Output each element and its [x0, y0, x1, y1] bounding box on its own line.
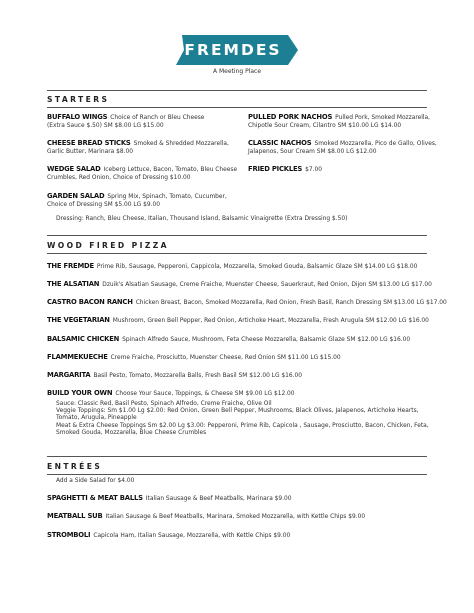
item-name: BUFFALO WINGS — [47, 113, 108, 121]
item-desc: Italian Sausage & Beef Meatballs, Marinara, Smoked Mozzarella, with Kettle Chips $9.00 — [105, 514, 366, 520]
item-name: BALSAMIC CHICKEN — [47, 335, 120, 343]
starter-item — [248, 165, 448, 174]
entree-item — [47, 512, 457, 521]
starters-top-rule — [47, 90, 427, 91]
item-desc: Garlic Butter, Marinara $8.00 — [47, 149, 134, 155]
pizza-item — [47, 280, 467, 289]
byo-note-line: Sauce: Classic Red, Basil Pesto, Spinach Alfredo, Creme Fraiche, Olive Oil — [56, 401, 272, 407]
item-desc: Iceberg Lettuce, Bacon, Tomato, Bleu Cheese — [103, 167, 238, 173]
item-desc: Smoked & Shredded Mozzarella, — [133, 141, 229, 147]
starters-title: STARTERS — [47, 95, 110, 104]
item-desc: Choice of Ranch or Bleu Cheese — [110, 115, 205, 121]
item-desc: Dzuik's Alsatian Sausage, Creme Fraiche, Muenster Cheese, Sauerkraut, Red Onion, Dijon SM $13.00 LG $17.00 — [102, 282, 432, 288]
item-desc: Jalapenos, Sour Cream SM $8.00 LG $12.00 — [248, 149, 377, 155]
starter-item — [47, 192, 242, 209]
item-desc: (Extra Sauce $.50) SM $8.00 LG $15.00 — [47, 123, 164, 129]
item-name: BUILD YOUR OWN — [47, 389, 113, 397]
byo-note-line: Meat & Extra Cheese Toppings Sm $2.00 Lg $3.00: Pepperoni, Prime Rib, Capicola , Sausage, Prosciutto, Bacon, Chicken, Feta, — [56, 422, 429, 429]
item-name: STROMBOLI — [47, 531, 91, 539]
side-salad-note: Add a Side Salad for $4.00 — [56, 478, 135, 484]
item-desc: Mushroom, Green Bell Pepper, Red Onion, Artichoke Heart, Mozzarella, Fresh Arugula SM $12.00 LG $16.00 — [112, 318, 429, 324]
item-desc: Italian Sausage & Beef Meatballs, Marinara $9.00 — [145, 496, 292, 502]
byo-note-line: Smoked Gouda, Mozzarella, Blue Cheese Crumbles — [56, 429, 207, 436]
logo — [176, 35, 298, 65]
item-name: CASTRO BACON RANCH — [47, 298, 133, 306]
pizza-item — [47, 335, 467, 344]
pizza-bottom-rule — [47, 253, 427, 254]
pizza-title: WOOD FIRED PIZZA — [47, 241, 169, 250]
item-name: CHEESE BREAD STICKS — [47, 139, 131, 147]
item-desc: Crumbles, Red Onion, Choice of Dressing $10.00 — [47, 175, 191, 181]
logo-text: FREMDES — [184, 41, 282, 59]
starter-item — [47, 113, 237, 130]
starter-item — [47, 165, 242, 182]
item-name: FRIED PICKLES — [248, 165, 303, 173]
starters-bottom-rule — [47, 107, 427, 108]
starter-item — [248, 113, 448, 130]
entree-item — [47, 531, 457, 540]
item-desc: Choose Your Sauce, Toppings, & Cheese SM $9.00 LG $12.00 — [115, 391, 295, 397]
item-name: THE FREMDE — [47, 262, 94, 270]
byo-note-line: Tomato, Arugula, Pineapple — [56, 415, 137, 422]
pizza-item — [47, 371, 467, 380]
item-name: MARGARITA — [47, 371, 91, 379]
pizza-item — [47, 353, 467, 362]
byo-note-line: Veggie Toppings: Sm $1.00 Lg $2.00: Red Onion, Green Bell Pepper, Mushrooms, Black Olives, Jalapenos, Artichoke Hearts, — [56, 408, 419, 415]
item-desc: Chicken Breast, Bacon, Smoked Mozzarella, Red Onion, Fresh Basil, Ranch Dressing SM $13.00 LG $17.00 — [135, 300, 447, 306]
byo-notes — [56, 401, 466, 437]
item-name: WEDGE SALAD — [47, 165, 101, 173]
item-desc: Spinach Alfredo Sauce, Mushroom, Feta Cheese Mozzarella, Balsamic Glaze SM $12.00 LG $16.00 — [122, 337, 411, 343]
item-desc: Chipotle Sour Cream, Cilantro SM $10.00 LG $14.00 — [248, 123, 402, 129]
starter-item — [47, 139, 237, 156]
starter-item — [248, 139, 448, 156]
item-name: MEATBALL SUB — [47, 512, 103, 520]
entrees-top-rule — [47, 456, 427, 457]
item-name: GARDEN SALAD — [47, 192, 105, 200]
item-name: THE ALSATIAN — [47, 280, 100, 288]
entrees-title: ENTRÉES — [47, 462, 103, 471]
item-desc: Choice of Dressing SM $5.00 LG $9.00 — [47, 202, 160, 208]
pizza-top-rule — [47, 235, 427, 236]
item-desc: $7.00 — [305, 167, 322, 173]
item-name: SPAGHETTI & MEAT BALLS — [47, 494, 143, 502]
entrees-bottom-rule — [47, 474, 427, 475]
item-desc: Basil Pesto, Tomato, Mozzarella Balls, Fresh Basil SM $12.00 LG $16.00 — [93, 373, 303, 379]
tagline: A Meeting Place — [212, 68, 262, 75]
pizza-item — [47, 389, 467, 398]
dressing-note: Dressing: Ranch, Bleu Cheese, Italian, Thousand Island, Balsamic Vinaigrette (Extra Dressing $.50) — [56, 216, 348, 222]
pizza-item — [47, 298, 467, 307]
pizza-item — [47, 316, 467, 325]
item-name: THE VEGETARIAN — [47, 316, 110, 324]
item-name: CLASSIC NACHOS — [248, 139, 312, 147]
item-name: FLAMMEKUECHE — [47, 353, 108, 361]
item-desc: Prime Rib, Sausage, Pepperoni, Cappicola, Mozzarella, Smoked Gouda, Balsamic Glaze SM $14.00 LG $18.00 — [96, 264, 418, 270]
item-desc: Pulled Pork, Smoked Mozzarella, — [335, 115, 431, 121]
entree-item — [47, 494, 457, 503]
pizza-item — [47, 262, 457, 271]
item-name: PULLED PORK NACHOS — [248, 113, 333, 121]
item-desc: Spring Mix, Spinach, Tomato, Cucumber, — [107, 194, 227, 200]
item-desc: Smoked Mozzarella, Pico de Gallo, Olives, — [314, 141, 437, 147]
item-desc: Creme Fraiche, Prosciutto, Muenster Cheese, Red Onion SM $11.00 LG $15.00 — [110, 355, 341, 361]
item-desc: Capicola Ham, Italian Sausage, Mozzarella, with Kettle Chips $9.00 — [93, 533, 291, 539]
